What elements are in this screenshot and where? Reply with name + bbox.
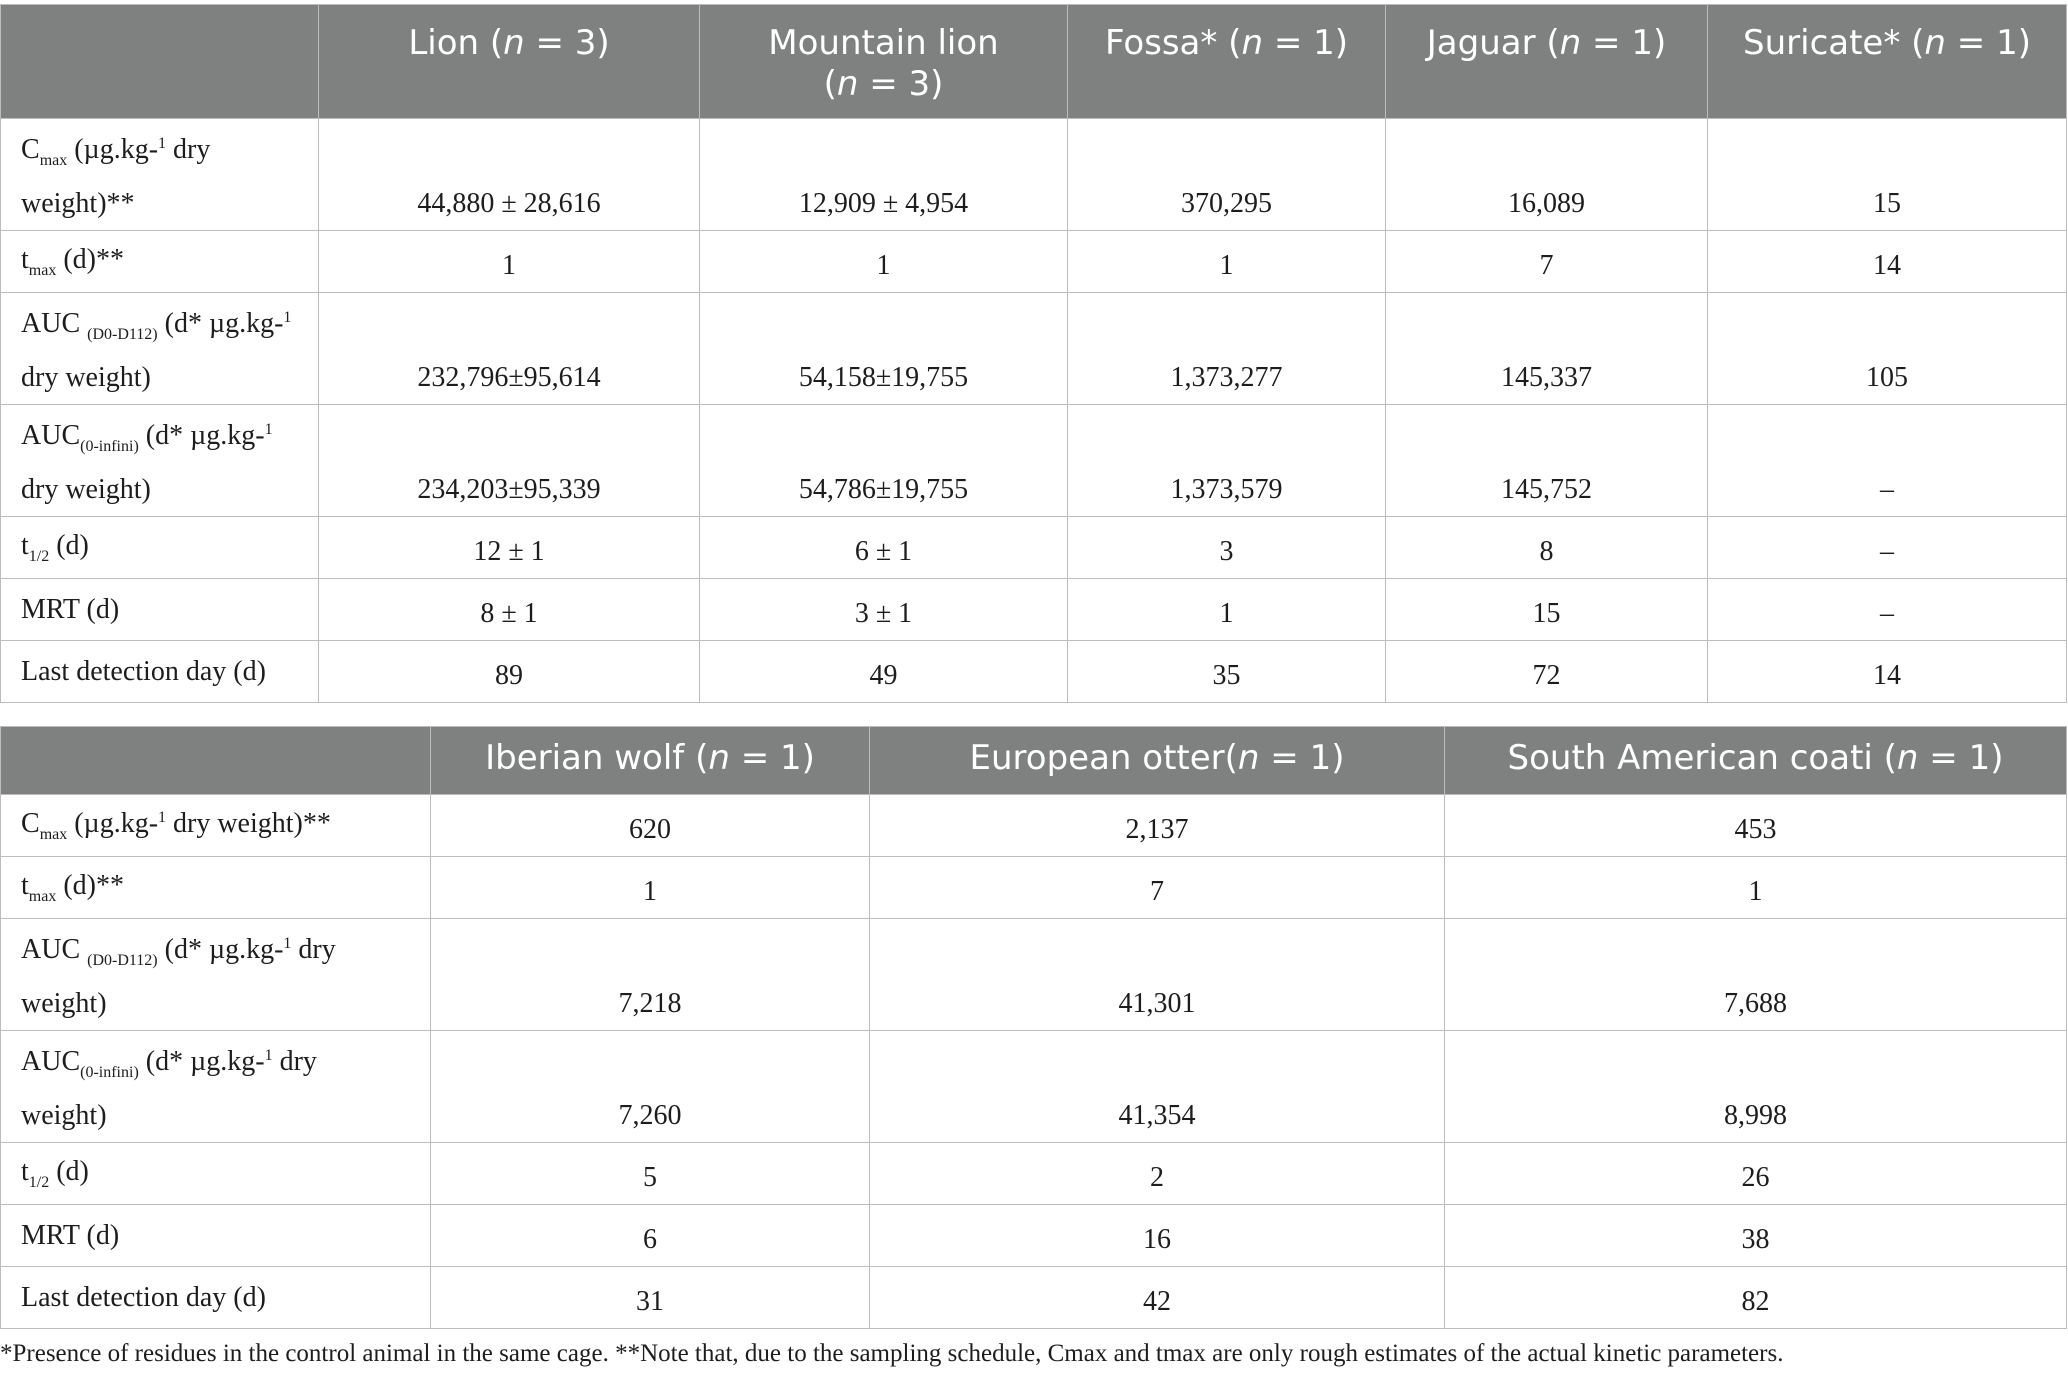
table-cell: 16,089 [1386, 119, 1708, 231]
table-cell: – [1708, 579, 2067, 641]
table-cell: 1,373,579 [1068, 405, 1386, 517]
table-header-row [1, 5, 2067, 119]
table-cell: 26 [1445, 1143, 2067, 1205]
table-row [1, 1205, 2067, 1267]
table-cell: 7 [870, 857, 1445, 919]
header-lion: Lion (n = 3) [319, 5, 700, 119]
table-cell: 35 [1068, 641, 1386, 703]
table-cell: – [1708, 405, 2067, 517]
table-cell: 15 [1708, 119, 2067, 231]
row-label-half-life: $t_{1/2}$ (d) [1, 1143, 431, 1205]
table-cell: 105 [1708, 293, 2067, 405]
table-cell: 145,752 [1386, 405, 1708, 517]
table-cell: 453 [1445, 795, 2067, 857]
table-row [1, 405, 2067, 517]
table-cell: 54,158±19,755 [700, 293, 1068, 405]
table-cell: 1 [319, 231, 700, 293]
header-empty [1, 727, 431, 795]
header-iberian-wolf: Iberian wolf (n = 1) [431, 727, 870, 795]
table-row [1, 517, 2067, 579]
header-mountain-lion: Mountain lion (n = 3) [700, 5, 1068, 119]
table-header-row [1, 727, 2067, 795]
table-cell: 82 [1445, 1267, 2067, 1329]
table-cell: 232,796±95,614 [319, 293, 700, 405]
table-cell: 7,218 [431, 919, 870, 1031]
table-cell: 38 [1445, 1205, 2067, 1267]
table-cell: 3 ± 1 [700, 579, 1068, 641]
table-cell: 1 [1068, 579, 1386, 641]
table-row [1, 119, 2067, 231]
row-label-half-life: $t_{1/2}$ (d) [1, 517, 319, 579]
header-empty [1, 5, 319, 119]
table-row [1, 1143, 2067, 1205]
table-row [1, 579, 2067, 641]
table-cell: 12 ± 1 [319, 517, 700, 579]
row-label-last-detection: Last detection day (d) [1, 1267, 431, 1329]
table-row [1, 641, 2067, 703]
table-footnote: *Presence of residues in the control animal in the same cage. **Note that, due to the sampling schedule, Cmax and tmax are only rough estimates of the actual kinetic parameters. [0, 1340, 1784, 1367]
table-cell: 2,137 [870, 795, 1445, 857]
table-cell: 370,295 [1068, 119, 1386, 231]
table-row [1, 1267, 2067, 1329]
header-jaguar: Jaguar (n = 1) [1386, 5, 1708, 119]
header-suricate: Suricate* (n = 1) [1708, 5, 2067, 119]
table-cell: 5 [431, 1143, 870, 1205]
pharmacokinetics-table-2 [0, 726, 2067, 1329]
table-cell: 3 [1068, 517, 1386, 579]
row-label-cmax: $C_{max}$ (µg.kg-$^1$ dry weight)** [1, 795, 431, 857]
row-label-auc-d0-d112: AUC $_{(D0-D112)}$ (d* µg.kg-$^1$ dry weight) [1, 919, 431, 1031]
row-label-auc-d0-d112: AUC $_{(D0-D112)}$ (d* µg.kg-$^1$ dry weight) [1, 293, 319, 405]
table-row [1, 231, 2067, 293]
table-row [1, 293, 2067, 405]
header-fossa: Fossa* (n = 1) [1068, 5, 1386, 119]
row-label-tmax: $t_{max}$ (d)** [1, 857, 431, 919]
table-cell: 44,880 ± 28,616 [319, 119, 700, 231]
table-row [1, 919, 2067, 1031]
table-cell: 6 ± 1 [700, 517, 1068, 579]
table-cell: 234,203±95,339 [319, 405, 700, 517]
table-cell: 16 [870, 1205, 1445, 1267]
table-cell: 1,373,277 [1068, 293, 1386, 405]
row-label-auc-0-infini: $AUC_{(0-infini)}$ (d* µg.kg-$^1$ dry weight) [1, 1031, 431, 1143]
header-european-otter: European otter(n = 1) [870, 727, 1445, 795]
table-row [1, 795, 2067, 857]
table-row [1, 1031, 2067, 1143]
table-cell: 54,786±19,755 [700, 405, 1068, 517]
row-label-mrt: MRT (d) [1, 1205, 431, 1267]
table-cell: 31 [431, 1267, 870, 1329]
table-cell: 6 [431, 1205, 870, 1267]
table-cell: 1 [1445, 857, 2067, 919]
table-cell: 8 ± 1 [319, 579, 700, 641]
table-cell: 1 [431, 857, 870, 919]
table-cell: 41,354 [870, 1031, 1445, 1143]
header-south-american-coati: South American coati (n = 1) [1445, 727, 2067, 795]
row-label-last-detection: Last detection day (d) [1, 641, 319, 703]
table-cell: 8,998 [1445, 1031, 2067, 1143]
table-cell: 1 [1068, 231, 1386, 293]
row-label-cmax: $C_{max}$ (µg.kg-$^1$ dry weight)** [1, 119, 319, 231]
table-cell: 145,337 [1386, 293, 1708, 405]
pharmacokinetics-table-1 [0, 4, 2067, 703]
table-cell: 12,909 ± 4,954 [700, 119, 1068, 231]
table-cell: 7 [1386, 231, 1708, 293]
table-cell: 14 [1708, 231, 2067, 293]
row-label-tmax: $t_{max}$ (d)** [1, 231, 319, 293]
table-cell: 15 [1386, 579, 1708, 641]
row-label-mrt: MRT (d) [1, 579, 319, 641]
table-cell: 7,260 [431, 1031, 870, 1143]
table-cell: – [1708, 517, 2067, 579]
table-cell: 49 [700, 641, 1068, 703]
table-cell: 7,688 [1445, 919, 2067, 1031]
table-cell: 41,301 [870, 919, 1445, 1031]
table-cell: 72 [1386, 641, 1708, 703]
table-cell: 14 [1708, 641, 2067, 703]
table-cell: 89 [319, 641, 700, 703]
table-cell: 2 [870, 1143, 1445, 1205]
row-label-auc-0-infini: $AUC_{(0-infini)}$ (d* µg.kg-$^1$ dry weight) [1, 405, 319, 517]
table-cell: 42 [870, 1267, 1445, 1329]
table-cell: 1 [700, 231, 1068, 293]
table-row [1, 857, 2067, 919]
table-cell: 8 [1386, 517, 1708, 579]
table-cell: 620 [431, 795, 870, 857]
